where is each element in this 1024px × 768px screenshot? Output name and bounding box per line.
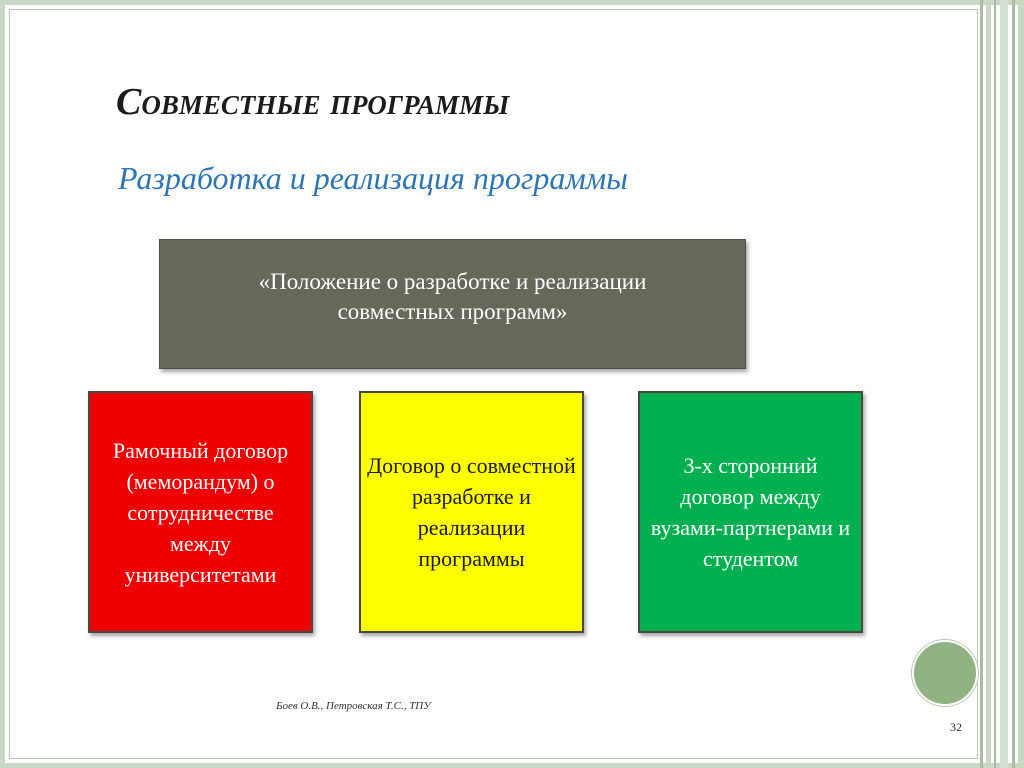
- regulation-box-text: «Положение о разработке и реализации совместных программ»: [258, 269, 647, 324]
- decorative-stripe: [1012, 0, 1015, 768]
- tripartite-agreement-box: [638, 391, 863, 633]
- decorative-stripe: [994, 0, 996, 768]
- framework-agreement-text: Рамочный договор (меморандум) о сотрудничестве между университетами: [112, 437, 289, 587]
- framework-agreement-box: [88, 391, 313, 633]
- decorative-stripe: [1018, 0, 1024, 768]
- decorative-stripe: [980, 0, 983, 768]
- decorative-stripe: [1000, 0, 1008, 768]
- slide-subtitle: Разработка и реализация программы: [118, 160, 628, 196]
- tripartite-agreement-text: 3-х сторонний договор между вузами-партнерами и студентом: [650, 453, 851, 571]
- joint-development-agreement-box: [359, 391, 584, 633]
- decorative-circle: [912, 640, 978, 706]
- joint-development-agreement-text: Договор о совместной разработке и реализации программы: [367, 453, 576, 571]
- decorative-stripe: [986, 0, 991, 768]
- regulation-box: [159, 239, 746, 369]
- footer-authors: Боев О.В., Петровская Т.С., ТПУ: [276, 700, 431, 712]
- slide-title: Совместные программы: [116, 81, 510, 123]
- page-number: 32: [950, 720, 962, 734]
